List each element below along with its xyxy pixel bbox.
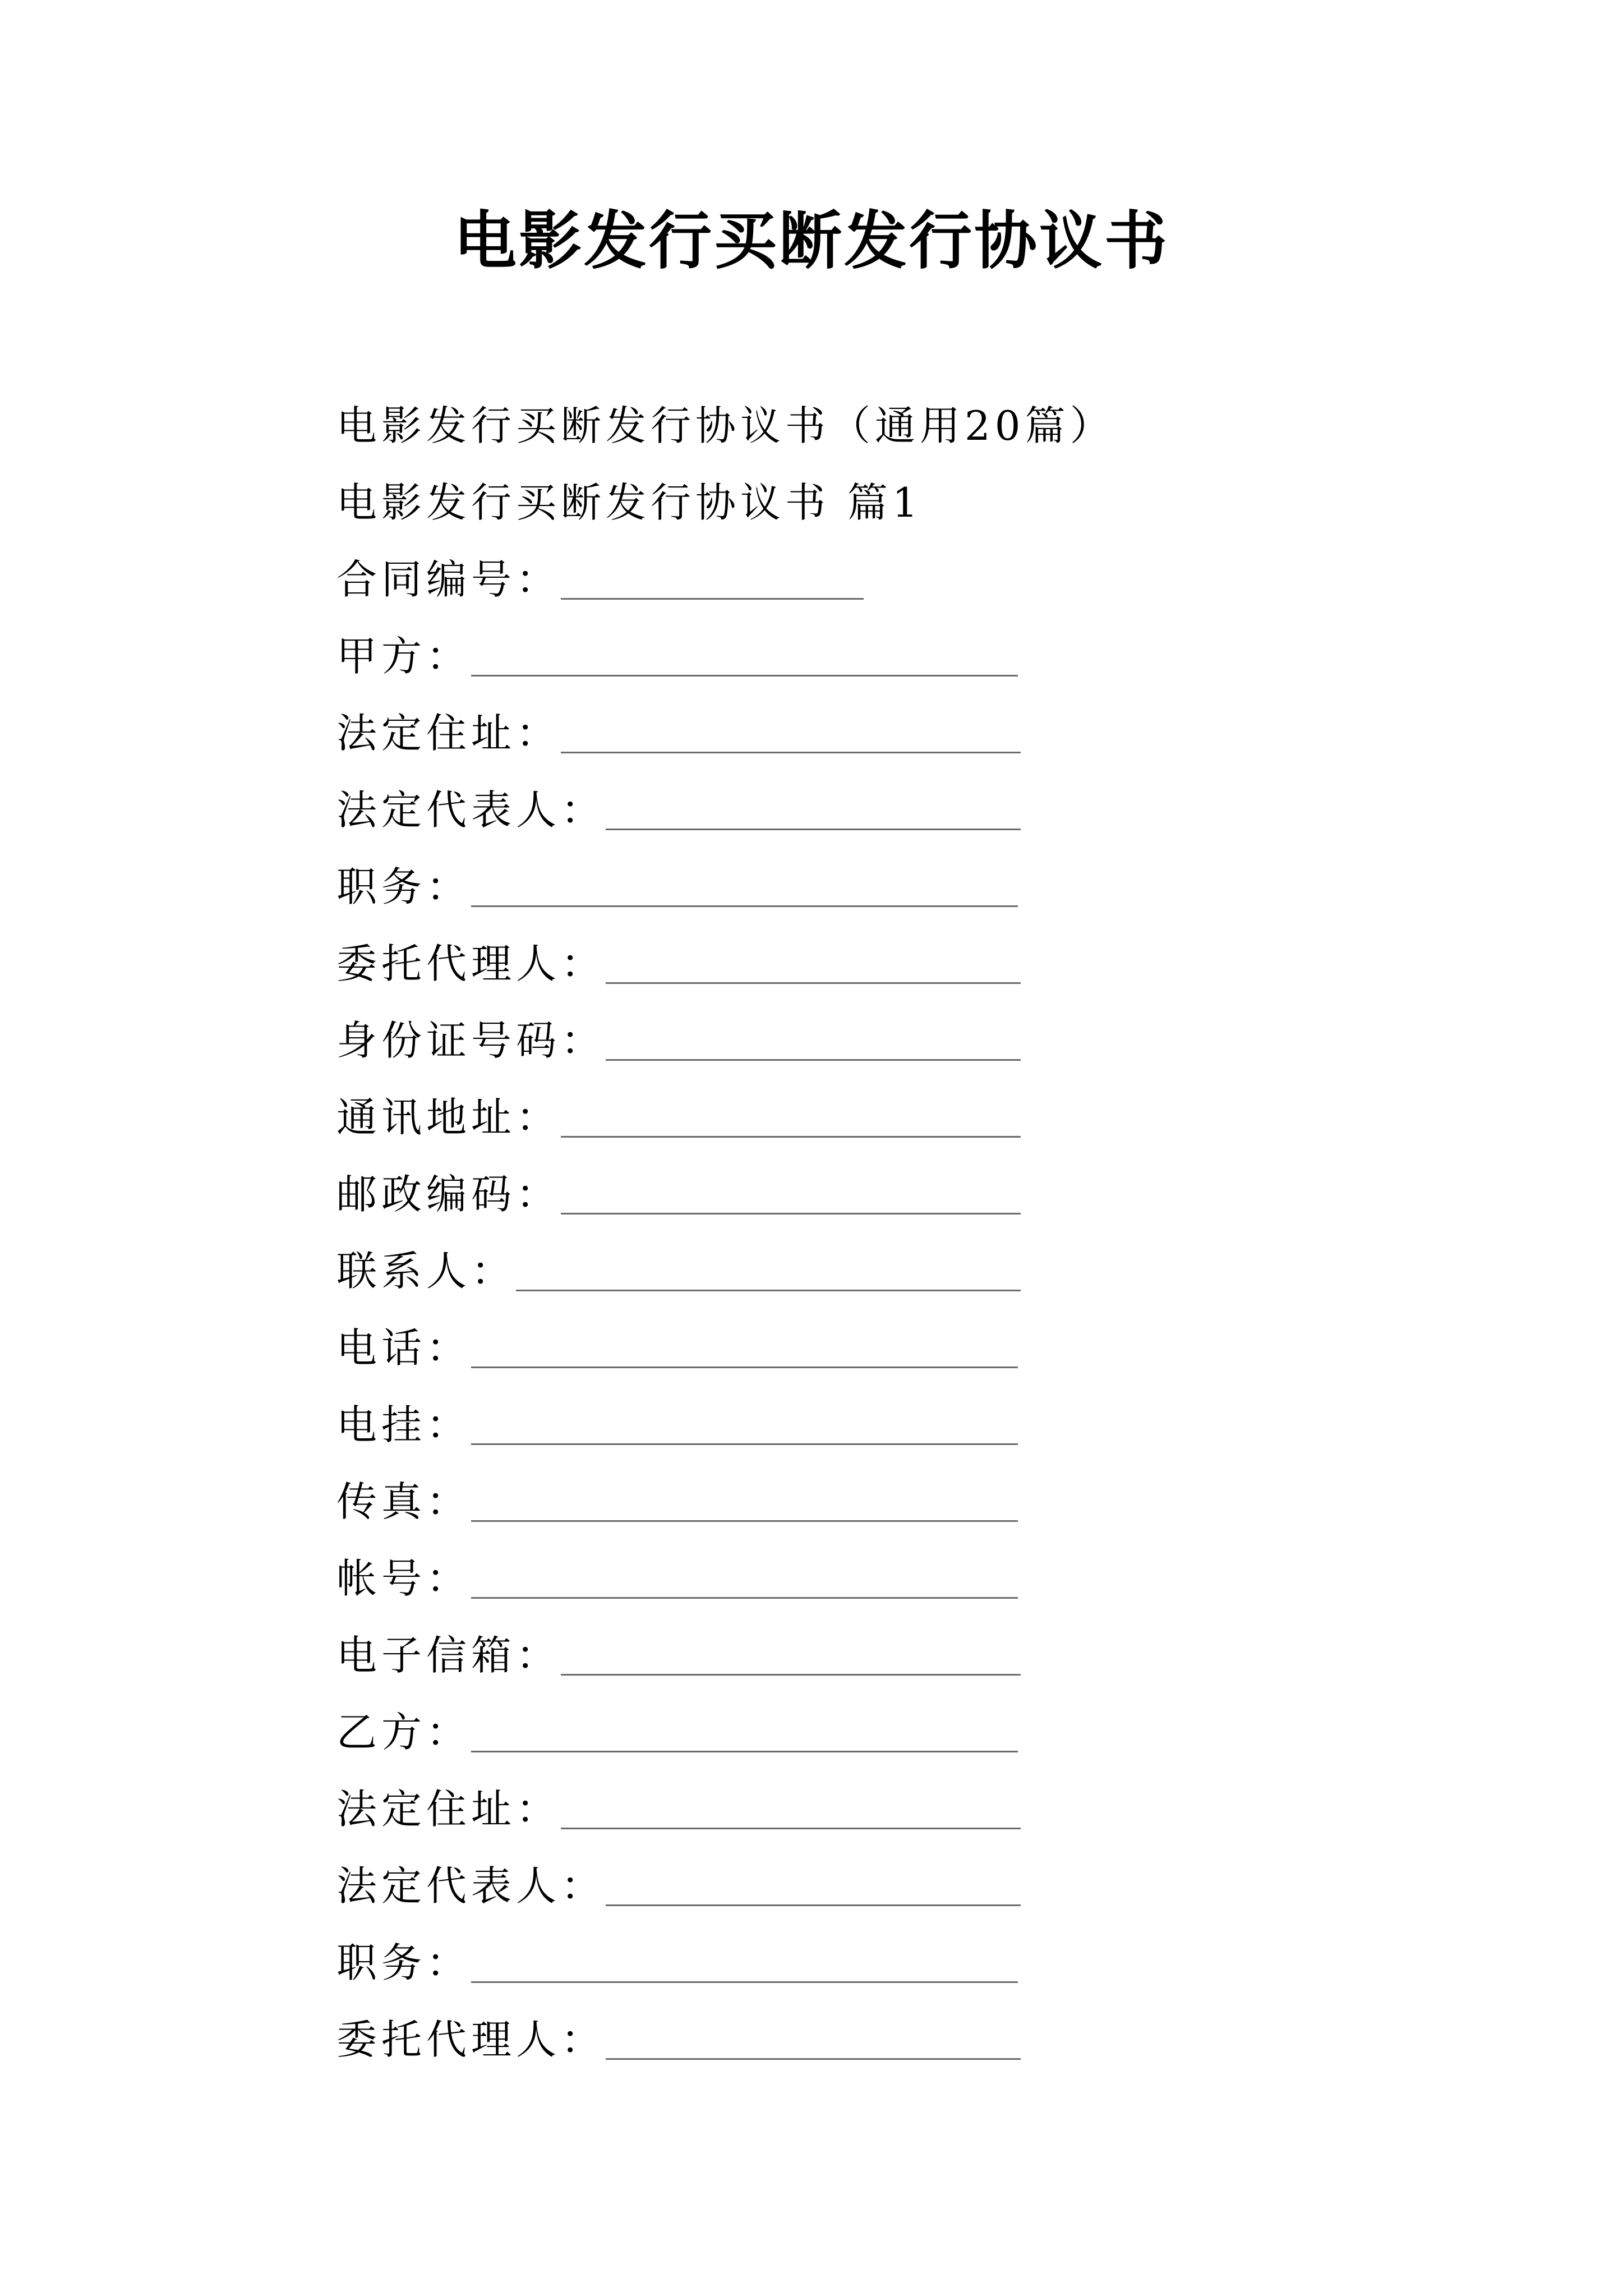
party-b-label: 乙方：: [336, 1709, 472, 1756]
party-a-field-label: 法定代表人：: [336, 786, 606, 834]
party-b-field-blank[interactable]: [561, 1789, 1021, 1829]
section-heading-text: 电影发行买断发行协议书 篇1: [336, 479, 923, 526]
party-b-field-row: [336, 1836, 1402, 1913]
party-a-field-row: [336, 914, 1402, 991]
party-a-field-row: [336, 1529, 1402, 1605]
party-a-field-blank[interactable]: [606, 790, 1021, 830]
party-a-label: 甲方：: [336, 633, 472, 680]
party-a-field-blank[interactable]: [561, 713, 1021, 753]
party-a-field-blank[interactable]: [471, 1405, 1018, 1445]
party-a-field-label: 传真：: [336, 1478, 472, 1525]
party-a-field-blank[interactable]: [516, 1251, 1021, 1291]
party-a-field-blank[interactable]: [561, 1097, 1021, 1138]
party-a-blank[interactable]: [471, 636, 1018, 677]
party-b-field-row: [336, 1990, 1402, 2067]
party-a-field-label: 通讯地址：: [336, 1094, 561, 1141]
contract-number-label: 合同编号：: [336, 556, 561, 603]
party-a-field-label: 职务：: [336, 863, 472, 910]
party-a-field-label: 法定住址：: [336, 710, 561, 757]
party-a-field-blank[interactable]: [561, 1174, 1021, 1214]
party-b-field-blank[interactable]: [606, 2019, 1021, 2060]
party-a-field-label: 身份证号码：: [336, 1017, 606, 1064]
party-b-field-row: [336, 1913, 1402, 1990]
document-subtitle: [336, 376, 1402, 453]
party-a-row: [336, 606, 1402, 683]
document-body: [336, 376, 1402, 2067]
party-a-field-row: [336, 1144, 1402, 1221]
party-a-field-label: 帐号：: [336, 1555, 472, 1602]
contract-number-row: [336, 530, 1402, 606]
party-a-field-row: [336, 1068, 1402, 1144]
party-a-field-label: 电挂：: [336, 1401, 472, 1448]
party-b-row: [336, 1682, 1402, 1759]
party-b-blank[interactable]: [471, 1712, 1018, 1752]
party-b-field-label: 职务：: [336, 1939, 472, 1986]
page-title: 电影发行买断发行协议书: [454, 204, 1169, 278]
party-a-field-row: [336, 837, 1402, 914]
party-a-field-blank[interactable]: [606, 944, 1021, 984]
contract-number-blank[interactable]: [561, 559, 864, 600]
party-a-field-row: [336, 1375, 1402, 1452]
party-a-field-row: [336, 1221, 1402, 1298]
party-a-field-blank[interactable]: [561, 1635, 1021, 1676]
party-a-field-blank[interactable]: [606, 1020, 1021, 1061]
party-b-field-label: 法定住址：: [336, 1786, 561, 1833]
party-b-field-blank[interactable]: [471, 1943, 1018, 1983]
party-a-field-label: 联系人：: [336, 1248, 517, 1295]
party-a-field-row: [336, 991, 1402, 1068]
party-a-field-blank[interactable]: [471, 867, 1018, 907]
party-b-field-label: 法定代表人：: [336, 1862, 606, 1910]
party-b-field-row: [336, 1759, 1402, 1836]
party-b-field-label: 委托代理人：: [336, 2016, 606, 2063]
party-a-field-row: [336, 1298, 1402, 1375]
party-b-field-blank[interactable]: [606, 1866, 1021, 1906]
party-a-field-label: 邮政编码：: [336, 1171, 561, 1218]
party-a-field-blank[interactable]: [471, 1558, 1018, 1599]
party-a-field-label: 委托代理人：: [336, 940, 606, 987]
party-a-field-row: [336, 760, 1402, 837]
subtitle-text: 电影发行买断发行协议书（通用20篇）: [336, 402, 1115, 449]
party-a-field-row: [336, 683, 1402, 760]
party-a-field-blank[interactable]: [471, 1328, 1018, 1368]
party-a-field-label: 电话：: [336, 1324, 472, 1372]
section-heading: [336, 453, 1402, 530]
party-a-field-row: [336, 1452, 1402, 1529]
party-a-field-blank[interactable]: [471, 1481, 1018, 1522]
party-a-field-row: [336, 1605, 1402, 1682]
party-a-field-label: 电子信箱：: [336, 1632, 561, 1679]
